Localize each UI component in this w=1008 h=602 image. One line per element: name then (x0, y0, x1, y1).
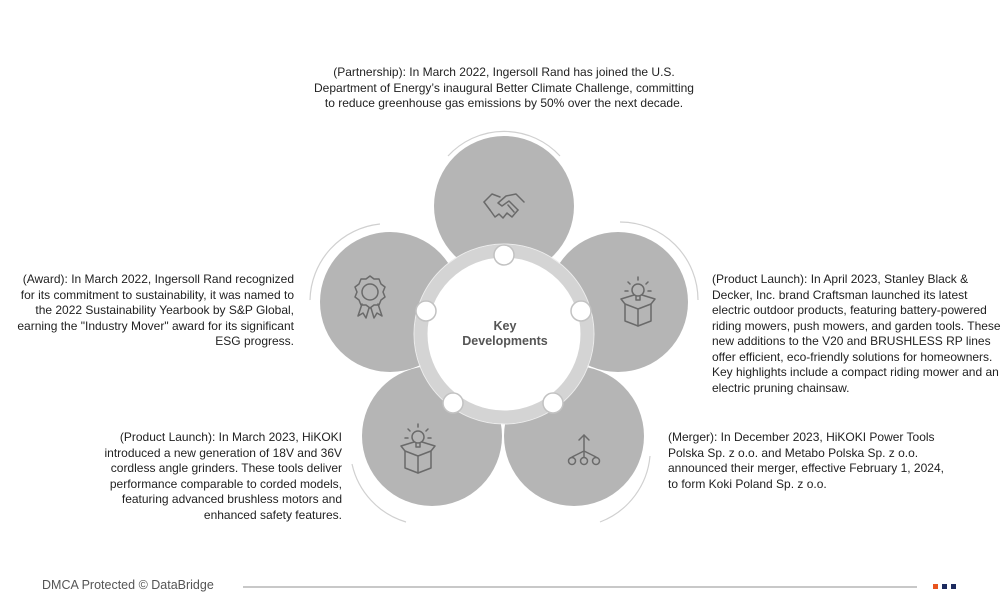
center-label-line-2: Developments (462, 334, 548, 348)
note-partnership: (Partnership): In March 2022, Ingersoll Rand has joined the U.S. Department of Energy’s inaugural Better Climate Challenge, committing to reduce greenhouse gas emissions by 50% over the next decade. (314, 65, 694, 110)
connector-top (494, 245, 514, 265)
note-product-launch-hikoki: (Product Launch): In March 2023, HiKOKI introduced a new generation of 18V and 36V cordless angle grinders. These tools deliver performance comparable to corded models, featuring advanced brushless motors and enhanced safety features. (104, 430, 342, 522)
note-merger: (Merger): In December 2023, HiKOKI Power Tools Polska Sp. z o.o. and Metabo Polska Sp. z o.o. announced their merger, effective February 1, 2024, to form Koki Poland Sp. z o.o. (668, 430, 944, 491)
brand-dot-navy (951, 584, 956, 589)
center-label (455, 319, 555, 349)
center-label-line-1: Key (493, 319, 517, 333)
note-award: (Award): In March 2022, Ingersoll Rand recognized for its commitment to sustainability, it was named to the 2022 Sustainability Yearbook by S&P Global, earning the "Industry Mover" award for its significant ESG progress. (17, 272, 294, 348)
footer-copyright: DMCA Protected © DataBridge (42, 578, 214, 592)
connector-bottom-right (543, 393, 563, 413)
note-product-launch-craftsman: (Product Launch): In April 2023, Stanley Black & Decker, Inc. brand Craftsman launched its latest electric outdoor products, featuring battery-powered riding mowers, push mowers, and garden tools. These new additions to the V20 and BRUSHLESS RP lines offer efficient, eco-friendly solutions for homeowners. Key highlights include a compact riding mower and an electric pruning chainsaw. (712, 272, 1001, 395)
connector-bottom-left (443, 393, 463, 413)
brand-dot-navy (942, 584, 947, 589)
footer-brand-dots (933, 584, 960, 590)
connector-left (416, 301, 436, 321)
brand-dot-orange (933, 584, 938, 589)
footer-divider (243, 586, 917, 588)
connector-right (571, 301, 591, 321)
